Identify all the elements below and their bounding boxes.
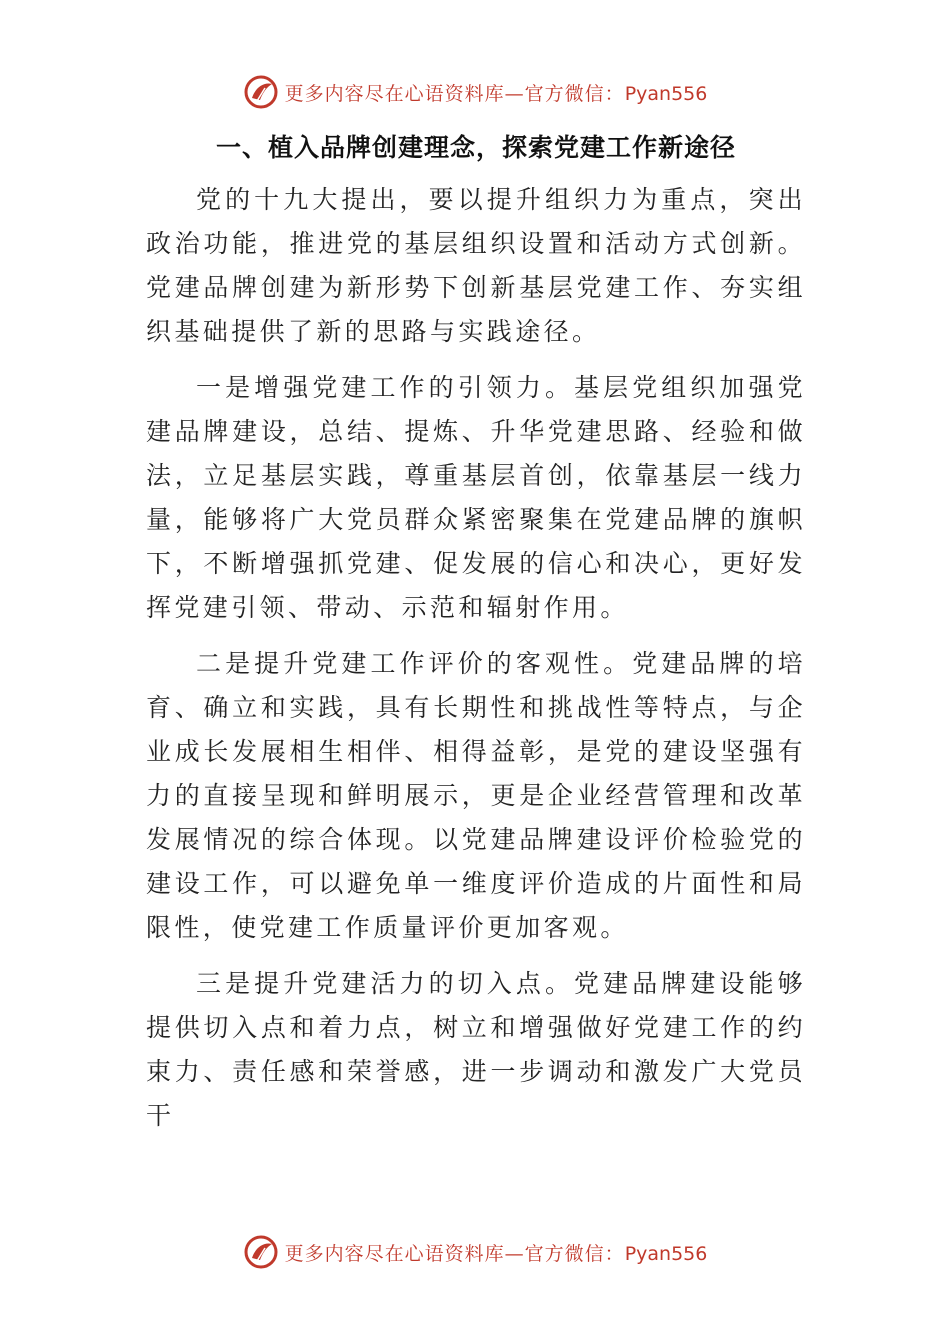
watermark-wechat-id: Pyan556 [624, 82, 708, 105]
brand-logo-icon [243, 74, 279, 110]
watermark-brand: 更多内容尽在心语资料库 [284, 1242, 505, 1265]
watermark-label: 官方微信： [524, 1242, 625, 1265]
watermark-wechat-id: Pyan556 [624, 1242, 708, 1265]
watermark-text [285, 1239, 708, 1266]
paragraph: 二是提升党建工作评价的客观性。党建品牌的培育、确立和实践，具有长期性和挑战性等特点，与企业成长发展相生相伴、相得益彰，是党的建设坚强有力的直接呈现和鲜明展示，更是企业经营管理和改革发展情况的综合体现。以党建品牌建设评价检验党的建设工作，可以避免单一维度评价造成的片面性和局限性，使党建工作质量评价更加客观。 [146, 649, 806, 942]
watermark-separator: — [504, 1242, 525, 1265]
paragraph: 一是增强党建工作的引领力。基层党组织加强党建品牌建设，总结、提炼、升华党建思路、经验和做法，立足基层实践，尊重基层首创，依靠基层一线力量，能够将广大党员群众紧密聚集在党建品牌的旗帜下，不断增强抓党建、促发展的信心和决心，更好发挥党建引领、带动、示范和辐射作用。 [146, 373, 806, 622]
document-body [146, 126, 806, 1150]
header-watermark [0, 72, 950, 112]
watermark-separator: — [504, 82, 525, 105]
watermark-brand: 更多内容尽在心语资料库 [284, 82, 505, 105]
watermark-text [285, 79, 708, 106]
paragraph: 三是提升党建活力的切入点。党建品牌建设能够提供切入点和着力点，树立和增强做好党建工作的约束力、责任感和荣誉感，进一步调动和激发广大党员干 [146, 969, 806, 1130]
footer-watermark [0, 1232, 950, 1272]
brand-logo-icon [243, 1234, 279, 1270]
section-heading: 一、植入品牌创建理念，探索党建工作新途径 [215, 133, 736, 162]
watermark-label: 官方微信： [524, 82, 625, 105]
paragraph: 党的十九大提出，要以提升组织力为重点，突出政治功能，推进党的基层组织设置和活动方式创新。党建品牌创建为新形势下创新基层党建工作、夯实组织基础提供了新的思路与实践途径。 [146, 185, 806, 346]
